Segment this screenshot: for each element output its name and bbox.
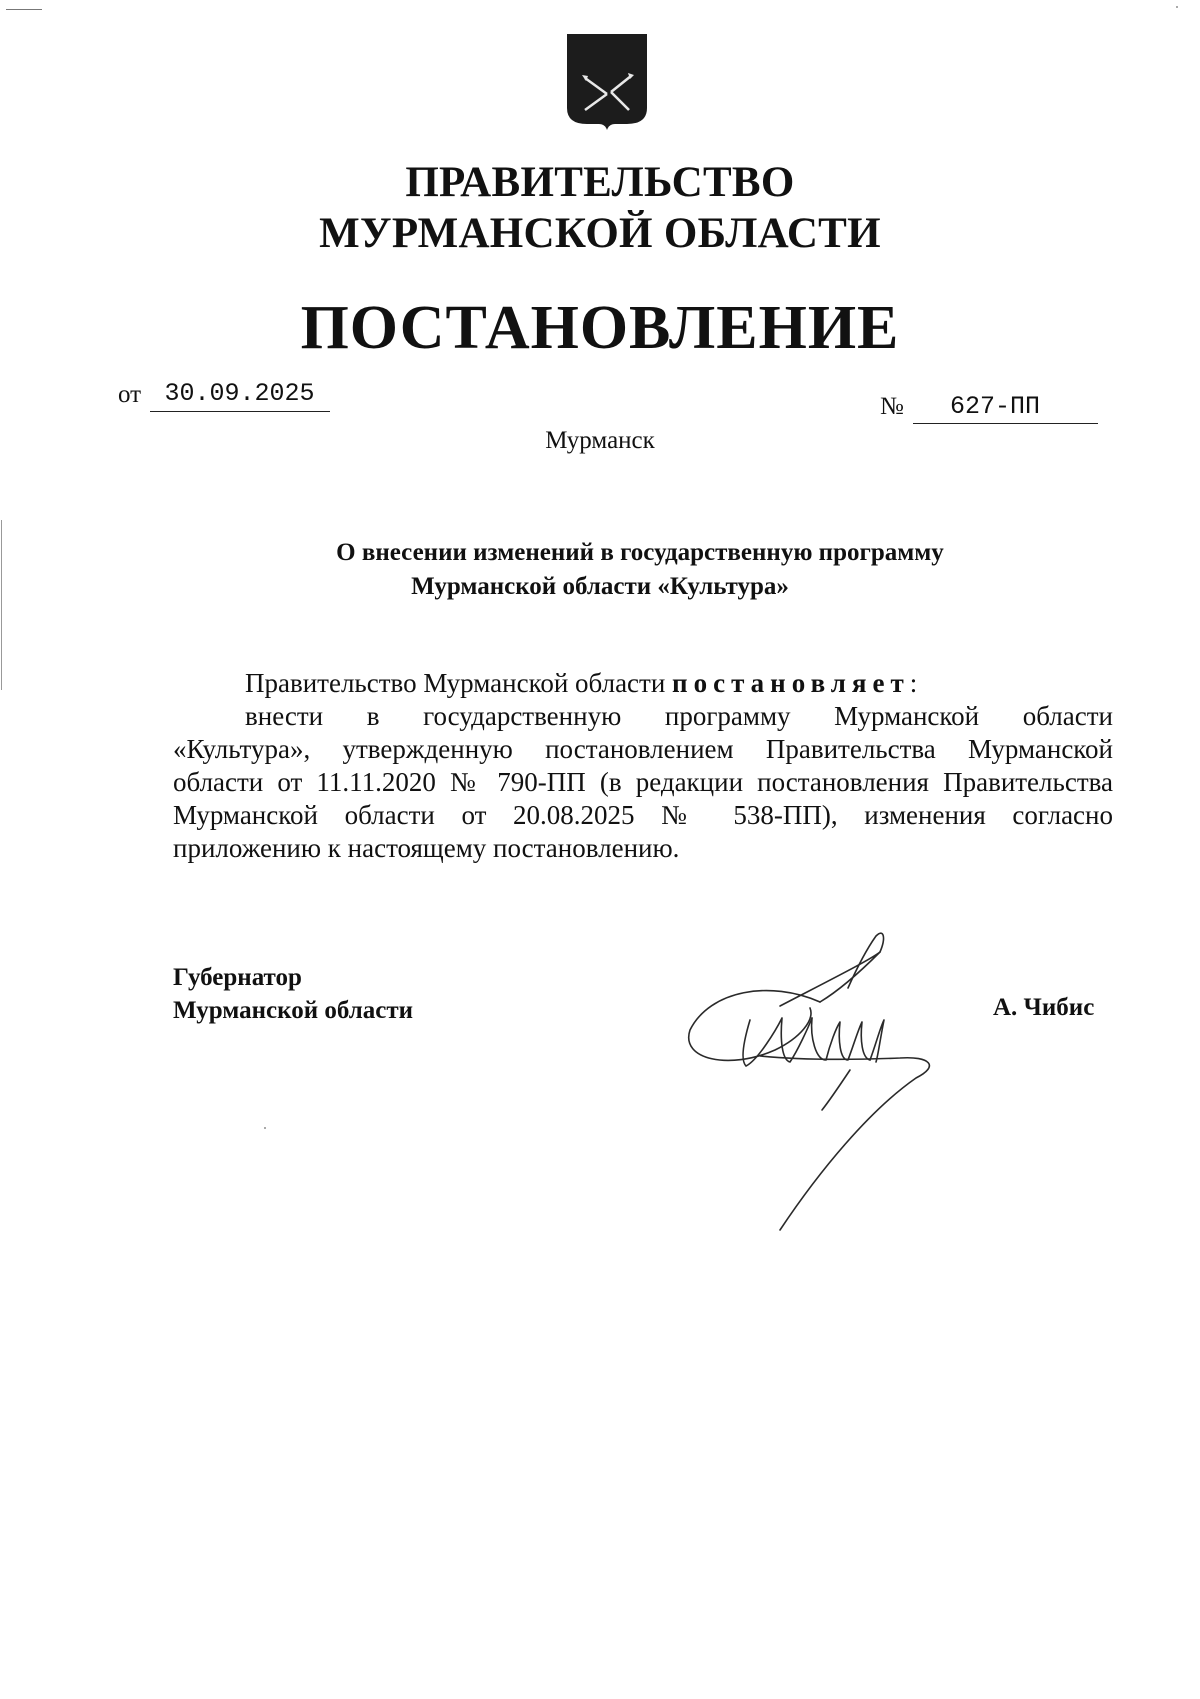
scan-artifact	[264, 1127, 266, 1129]
document-type-title: ПОСТАНОВЛЕНИЕ	[300, 294, 900, 362]
body-line: внести в государственную программу Мурманской области	[245, 701, 1113, 731]
signatory-name: А. Чибис	[993, 994, 1095, 1021]
intro-suffix: :	[909, 668, 918, 698]
intro-prefix: Правительство Мурманской области	[245, 668, 673, 698]
subject-line2: Мурманской области «Культура»	[411, 573, 789, 600]
decree-word: постановляет	[672, 668, 910, 698]
government-title-line1: ПРАВИТЕЛЬСТВО	[405, 159, 795, 206]
decree-intro	[245, 667, 917, 700]
date-label: от	[118, 381, 142, 408]
document-date: 30.09.2025	[164, 379, 315, 408]
signatory-position-line1: Губернатор	[173, 964, 302, 991]
number-underline	[913, 423, 1098, 424]
date-underline	[150, 411, 330, 412]
body-line: приложению к настоящему постановлению.	[173, 833, 680, 863]
signatory-position-line2: Мурманской области	[173, 997, 414, 1024]
scan-artifact	[6, 9, 42, 10]
body-line: «Культура», утвержденную постановлением Правительства Мурманской	[173, 734, 1113, 764]
handwritten-signature	[680, 910, 960, 1270]
number-label: №	[880, 393, 904, 420]
body-line: Мурманской области от 20.08.2025 № 538-ПП), изменения согласно	[173, 800, 1113, 830]
murmansk-coat-of-arms-icon	[565, 32, 649, 132]
government-title-line2: МУРМАНСКОЙ ОБЛАСТИ	[319, 210, 881, 257]
subject-line1: О внесении изменений в государственную программу	[336, 539, 944, 566]
document-number: 627-ПП	[949, 392, 1040, 421]
document-city: Мурманск	[545, 427, 655, 454]
scan-artifact	[1176, 6, 1178, 8]
body-line: области от 11.11.2020 № 790-ПП (в редакции постановления Правительства	[173, 767, 1113, 797]
scan-artifact	[1, 520, 2, 690]
